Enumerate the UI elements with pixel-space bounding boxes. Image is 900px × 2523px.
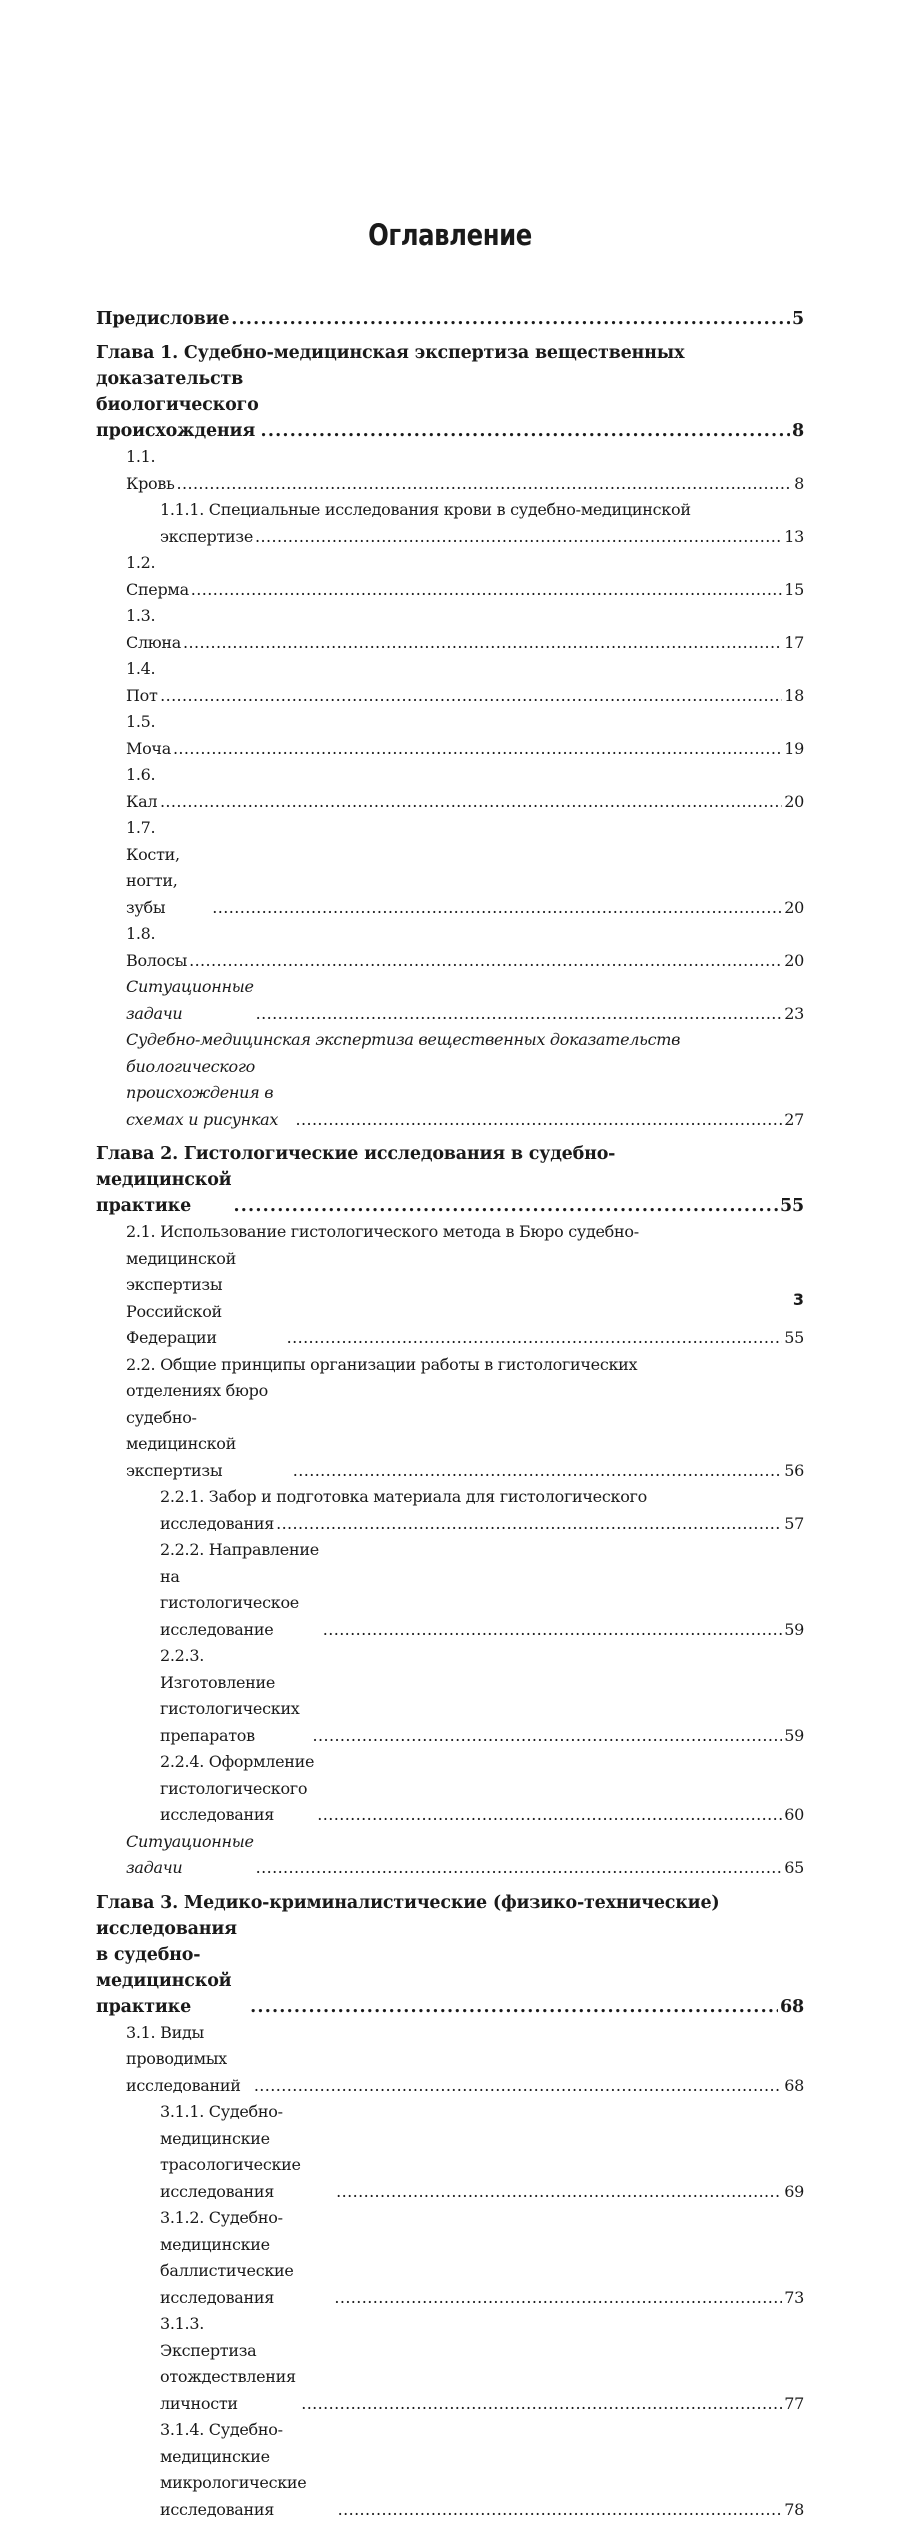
toc-section-entry[interactable] [96, 709, 804, 762]
dot-leader [173, 736, 782, 763]
toc-entry-title: 1.6. Кал [126, 762, 158, 815]
page-number: 3 [793, 1290, 804, 1309]
toc-section-entry[interactable] [96, 2020, 804, 2100]
toc-page-number: 13 [784, 524, 804, 551]
toc-chapter-entry[interactable] [96, 306, 804, 332]
dot-leader [250, 1994, 778, 2020]
dot-leader [317, 1802, 782, 1829]
toc-section-entry[interactable] [96, 2099, 804, 2205]
dot-leader [293, 1458, 782, 1485]
dot-leader [301, 2391, 782, 2418]
toc-entry-title: 1.3. Слюна [126, 603, 181, 656]
toc-entry-title: 1.2. Сперма [126, 550, 189, 603]
toc-section-entry[interactable] [96, 1749, 804, 1829]
toc-entry-title: 3.1. Виды проводимых исследований [126, 2020, 252, 2100]
dot-leader [176, 471, 792, 498]
toc-section-entry[interactable] [96, 921, 804, 974]
toc-section-entry[interactable] [96, 497, 804, 550]
toc-page-number: 59 [784, 1723, 804, 1750]
toc-entry-title-line: медицинской экспертизы Российской Федерации [126, 1246, 285, 1352]
toc-page-number: 56 [784, 1458, 804, 1485]
dot-leader [338, 2497, 783, 2523]
toc-entry-title-line: медицинской практике [96, 1167, 231, 1219]
dot-leader [334, 2285, 782, 2312]
toc-page-number: 27 [784, 1107, 804, 1134]
toc-entry-title-line: исследования [160, 1511, 274, 1538]
dot-leader [183, 630, 782, 657]
toc-entry-title: 2.2.2. Направление на гистологическое исследование [160, 1537, 321, 1643]
toc-page-number: 15 [784, 577, 804, 604]
dot-leader [295, 1107, 782, 1134]
toc-page-number: 68 [784, 2073, 804, 2100]
dot-leader [191, 577, 782, 604]
toc-section-entry[interactable] [96, 444, 804, 497]
toc-section-entry[interactable] [96, 1537, 804, 1643]
toc-entry-title: 3.1.4. Судебно-медицинские микрологические исследования [160, 2417, 336, 2523]
toc-entry-title-line: 2.2.1. Забор и подготовка материала для гистологического [160, 1484, 804, 1511]
toc-page-number: 69 [784, 2179, 804, 2206]
toc-section-entry[interactable] [96, 1352, 804, 1485]
toc-entry-title-line: 2.1. Использование гистологического метода в Бюро судебно- [126, 1219, 804, 1246]
dot-leader [160, 683, 782, 710]
dot-leader [233, 1193, 778, 1219]
toc-page-number: 55 [784, 1325, 804, 1352]
toc-page-number: 77 [784, 2391, 804, 2418]
toc-entry-title: Предисловие [96, 306, 229, 332]
toc-entry-title: 1.1. Кровь [126, 444, 174, 497]
table-of-contents [96, 306, 804, 2523]
dot-leader [336, 2179, 782, 2206]
toc-entry-title: 1.7. Кости, ногти, зубы [126, 815, 210, 921]
toc-entry-title: 3.1.1. Судебно-медицинские трасологические исследования [160, 2099, 334, 2205]
toc-page-number: 18 [784, 683, 804, 710]
toc-section-entry[interactable] [96, 1643, 804, 1749]
toc-page-number: 78 [784, 2497, 804, 2523]
toc-entry-title-line: Глава 1. Судебно-медицинская экспертиза вещественных [96, 340, 804, 366]
toc-section-entry[interactable] [96, 1829, 804, 1882]
dot-leader [256, 1001, 783, 1028]
toc-chapter-entry[interactable] [96, 1141, 804, 1219]
toc-section-entry[interactable] [96, 1219, 804, 1352]
toc-entry-title-line: исследования в судебно-медицинской практике [96, 1916, 248, 2020]
toc-page-number: 20 [784, 895, 804, 922]
toc-entry-title-line: 2.2. Общие принципы организации работы в гистологических [126, 1352, 804, 1379]
toc-page-number: 60 [784, 1802, 804, 1829]
dot-leader [287, 1325, 783, 1352]
toc-section-entry[interactable] [96, 974, 804, 1027]
toc-section-entry[interactable] [96, 762, 804, 815]
toc-entry-title: 1.8. Волосы [126, 921, 187, 974]
toc-page-number: 8 [792, 418, 804, 444]
toc-section-entry[interactable] [96, 2205, 804, 2311]
toc-entry-title: 3.1.2. Судебно-медицинские баллистические исследования [160, 2205, 332, 2311]
page-title: Оглавление [72, 218, 828, 252]
toc-section-entry[interactable] [96, 2311, 804, 2417]
toc-page-number: 19 [784, 736, 804, 763]
dot-leader [254, 2073, 782, 2100]
dot-leader [261, 418, 790, 444]
toc-page-number: 17 [784, 630, 804, 657]
toc-section-entry[interactable] [96, 1484, 804, 1537]
toc-page-number: 55 [780, 1193, 804, 1219]
toc-entry-title-line: Судебно-медицинская экспертиза вещественных доказательств [126, 1027, 804, 1054]
toc-entry-title-line: отделениях бюро судебно-медицинской экспертизы [126, 1378, 291, 1484]
toc-entry-title: 3.1.3. Экспертиза отождествления личности [160, 2311, 299, 2417]
toc-entry-title-line: Глава 3. Медико-криминалистические (физико-технические) [96, 1890, 804, 1916]
toc-chapter-entry[interactable] [96, 340, 804, 444]
dot-leader [160, 789, 782, 816]
toc-entry-title-line: экспертизе [160, 524, 253, 551]
toc-page-number: 23 [784, 1001, 804, 1028]
toc-entry-title: Ситуационные задачи [126, 1829, 254, 1882]
toc-entry-title-line: Глава 2. Гистологические исследования в судебно- [96, 1141, 804, 1167]
toc-page-number: 57 [784, 1511, 804, 1538]
dot-leader [212, 895, 782, 922]
toc-page-number: 20 [784, 789, 804, 816]
toc-section-entry[interactable] [96, 2417, 804, 2523]
toc-page-number: 73 [784, 2285, 804, 2312]
toc-page-number: 68 [780, 1994, 804, 2020]
dot-leader [256, 1855, 783, 1882]
toc-page-number: 65 [784, 1855, 804, 1882]
toc-entry-title-line: 1.1.1. Специальные исследования крови в судебно-медицинской [160, 497, 804, 524]
dot-leader [255, 524, 782, 551]
toc-page-number: 5 [792, 306, 804, 332]
dot-leader [276, 1511, 782, 1538]
dot-leader [231, 306, 790, 332]
toc-section-entry[interactable] [96, 550, 804, 603]
toc-entry-title: 1.5. Моча [126, 709, 171, 762]
toc-page-number: 59 [784, 1617, 804, 1644]
toc-section-entry[interactable] [96, 1027, 804, 1133]
dot-leader [323, 1617, 783, 1644]
dot-leader [189, 948, 782, 975]
toc-page-number: 8 [794, 471, 804, 498]
toc-entry-title: Ситуационные задачи [126, 974, 254, 1027]
toc-chapter-entry[interactable] [96, 1890, 804, 2020]
toc-entry-title-line: биологического происхождения в схемах и рисунках [126, 1054, 293, 1134]
toc-entry-title: 2.2.3. Изготовление гистологических препаратов [160, 1643, 311, 1749]
toc-page-number: 20 [784, 948, 804, 975]
toc-entry-title: 2.2.4. Оформление гистологического исследования [160, 1749, 315, 1829]
toc-section-entry[interactable] [96, 656, 804, 709]
toc-section-entry[interactable] [96, 815, 804, 921]
toc-section-entry[interactable] [96, 603, 804, 656]
toc-entry-title-line: доказательств биологического происхождения [96, 366, 259, 444]
toc-entry-title: 1.4. Пот [126, 656, 158, 709]
dot-leader [313, 1723, 783, 1750]
